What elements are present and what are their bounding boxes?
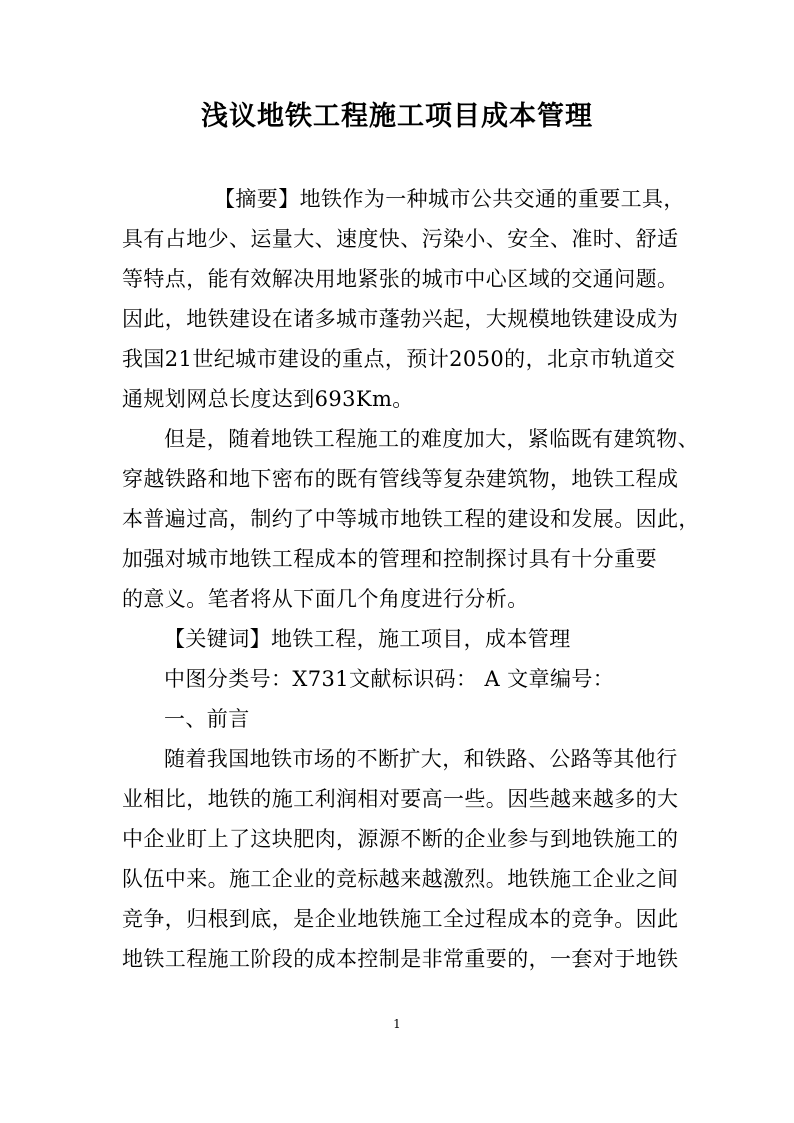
body-paragraph-2-line-5: 的意义。笔者将从下面几个角度进行分析。 xyxy=(122,587,529,611)
section-heading: 一、前言 xyxy=(164,707,250,731)
body-paragraph-3-line-5: 竞争，归根到底，是企业地铁施工全过程成本的竞争。因此 xyxy=(122,907,679,931)
body-paragraph-2-line-3: 本普遍过高，制约了中等城市地铁工程的建设和发展。因此， xyxy=(122,507,700,531)
abstract-line-5: 我国21世纪城市建设的重点，预计2050的，北京市轨道交 xyxy=(122,347,676,371)
body-paragraph-3-line-1: 随着我国地铁市场的不断扩大，和铁路、公路等其他行 xyxy=(164,747,678,771)
abstract-line-1: 【摘要】地铁作为一种城市公共交通的重要工具， xyxy=(214,187,685,211)
keywords-line: 【关键词】地铁工程，施工项目，成本管理 xyxy=(164,627,571,651)
body-paragraph-2-line-1: 但是，随着地铁工程施工的难度加大，紧临既有建筑物、 xyxy=(164,427,699,451)
abstract-line-2: 具有占地少、运量大、速度快、污染小、安全、准时、舒适 xyxy=(122,227,679,251)
abstract-line-4: 因此，地铁建设在诸多城市蓬勃兴起，大规模地铁建设成为 xyxy=(122,307,679,331)
body-paragraph-3-line-6: 地铁工程施工阶段的成本控制是非常重要的，一套对于地铁 xyxy=(122,947,679,971)
abstract-line-6: 通规划网总长度达到693Km。 xyxy=(122,387,414,411)
body-paragraph-2-line-2: 穿越铁路和地下密布的既有管线等复杂建筑物，地铁工程成 xyxy=(122,467,679,491)
document-title: 浅议地铁工程施工项目成本管理 xyxy=(201,101,593,132)
body-paragraph-2-line-4: 加强对城市地铁工程成本的管理和控制探讨具有十分重要 xyxy=(122,547,657,571)
body-paragraph-3-line-3: 中企业盯上了这块肥肉，源源不断的企业参与到地铁施工的 xyxy=(122,827,679,851)
body-paragraph-3-line-2: 业相比，地铁的施工利润相对要高一些。因些越来越多的大 xyxy=(122,787,679,811)
abstract-line-3: 等特点，能有效解决用地紧张的城市中心区域的交通问题。 xyxy=(122,267,679,291)
body-paragraph-3-line-4: 队伍中来。施工企业的竞标越来越激烈。地铁施工企业之间 xyxy=(122,867,679,891)
page-number: 1 xyxy=(393,1017,401,1031)
classification-line: 中图分类号：X731文献标识码： A 文章编号： xyxy=(164,667,615,691)
